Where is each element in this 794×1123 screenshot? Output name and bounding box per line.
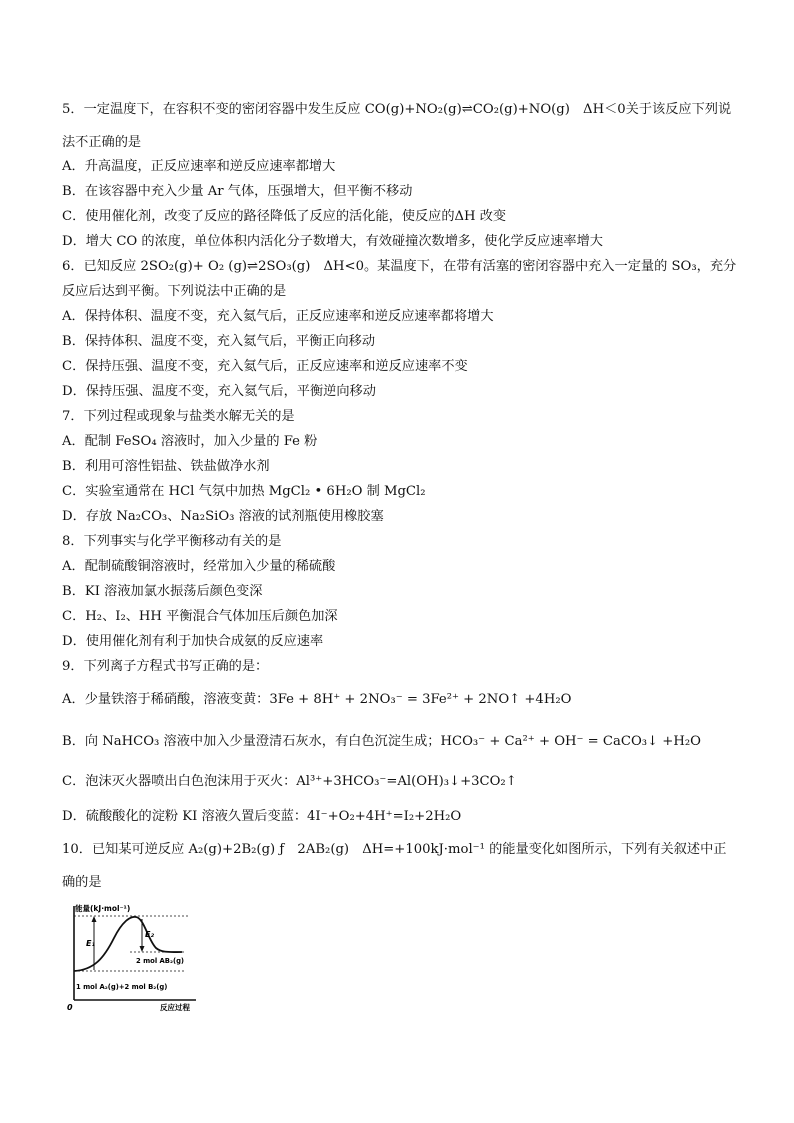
q9-option-b: B．向 NaHCO₃ 溶液中加入少量澄清石灰水，有白色沉淀生成；HCO₃⁻ + Ca²⁺ + OH⁻ = CaCO₃↓ +H₂O <box>62 734 701 749</box>
q9-option-a: A．少量铁溶于稀硝酸，溶液变黄：3Fe + 8H⁺ + 2NO₃⁻ = 3Fe²⁺ + 2NO↑ +4H₂O <box>62 692 572 707</box>
e1-label: E₁ <box>86 939 95 948</box>
e1-arrowhead-icon <box>92 916 97 922</box>
y-axis-label: 能量(kJ·mol⁻¹) <box>75 904 131 913</box>
q5-option-c: C．使用催化剂，改变了反应的路径降低了反应的活化能，使反应的ΔH 改变 <box>62 209 507 224</box>
q7-option-a: A．配制 FeSO₄ 溶液时，加入少量的 Fe 粉 <box>62 434 318 449</box>
q6-stem-line2: 反应后达到平衡。下列说法中正确的是 <box>62 284 287 299</box>
origin-label: 0 <box>67 1003 73 1012</box>
q6-option-b: B．保持体积、温度不变，充入氦气后，平衡正向移动 <box>62 334 376 349</box>
q8-option-d: D．使用催化剂有利于加快合成氨的反应速率 <box>62 634 324 649</box>
q6-option-c: C．保持压强、温度不变，充入氦气后，正反应速率和逆反应速率不变 <box>62 359 468 374</box>
q8-stem: 8．下列事实与化学平衡移动有关的是 <box>62 534 282 549</box>
q5-option-d: D．增大 CO 的浓度，单位体积内活化分子数增大，有效碰撞次数增多，使化学反应速率增大 <box>62 234 603 249</box>
energy-diagram-svg <box>64 900 200 1012</box>
reactant-label: 1 mol A₂(g)+2 mol B₂(g) <box>76 983 168 991</box>
q5-option-b: B．在该容器中充入少量 Ar 气体，压强增大，但平衡不移动 <box>62 184 413 199</box>
q6-option-d: D．保持压强、温度不变，充入氦气后，平衡逆向移动 <box>62 384 376 399</box>
energy-diagram <box>64 900 200 1012</box>
q9-option-c: C．泡沫灭火器喷出白色泡沫用于灭火：Al³⁺+3HCO₃⁻=Al(OH)₃↓+3CO₂↑ <box>62 774 517 789</box>
q7-option-d: D．存放 Na₂CO₃、Na₂SiO₃ 溶液的试剂瓶使用橡胶塞 <box>62 509 384 524</box>
q7-stem: 7．下列过程或现象与盐类水解无关的是 <box>62 409 295 424</box>
q6-option-a: A．保持体积、温度不变，充入氦气后，正反应速率和逆反应速率都将增大 <box>62 309 494 324</box>
q6-stem-line1: 6．已知反应 2SO₂(g)+ O₂ (g)⇌2SO₃(g) ΔH<0。某温度下，在带有活塞的密闭容器中充入一定量的 SO₃，充分 <box>62 259 737 274</box>
product-label: 2 mol AB₂(g) <box>136 957 185 965</box>
q8-option-a: A．配制硫酸铜溶液时，经常加入少量的稀硫酸 <box>62 559 336 574</box>
q7-option-c: C．实验室通常在 HCl 气氛中加热 MgCl₂ • 6H₂O 制 MgCl₂ <box>62 484 426 499</box>
q5-stem-line2: 法不正确的是 <box>62 135 142 150</box>
q5-option-a: A．升高温度，正反应速率和逆反应速率都增大 <box>62 159 336 174</box>
q9-stem: 9．下列离子方程式书写正确的是： <box>62 659 269 674</box>
x-axis-label: 反应过程 <box>160 1003 190 1012</box>
q8-option-c: C．H₂、I₂、HH 平衡混合气体加压后颜色加深 <box>62 609 338 624</box>
e2-label: E₂ <box>145 930 154 939</box>
q8-option-b: B．KI 溶液加氯水振荡后颜色变深 <box>62 584 263 599</box>
e2-arrowhead-icon <box>140 946 145 952</box>
q10-stem-line2: 确的是 <box>62 875 102 890</box>
q7-option-b: B．利用可溶性铝盐、铁盐做净水剂 <box>62 459 270 474</box>
q9-option-d: D．硫酸酸化的淀粉 KI 溶液久置后变蓝：4I⁻+O₂+4H⁺=I₂+2H₂O <box>62 809 462 824</box>
q10-stem-line1: 10．已知某可逆反应 A₂(g)+2B₂(g) ƒ 2AB₂(g) ΔH=+100kJ·mol⁻¹ 的能量变化如图所示，下列有关叙述中正 <box>62 842 727 857</box>
q5-stem-line1: 5．一定温度下，在容积不变的密闭容器中发生反应 CO(g)+NO₂(g)⇌CO₂(g)+NO(g) ΔH＜0关于该反应下列说 <box>62 102 732 117</box>
